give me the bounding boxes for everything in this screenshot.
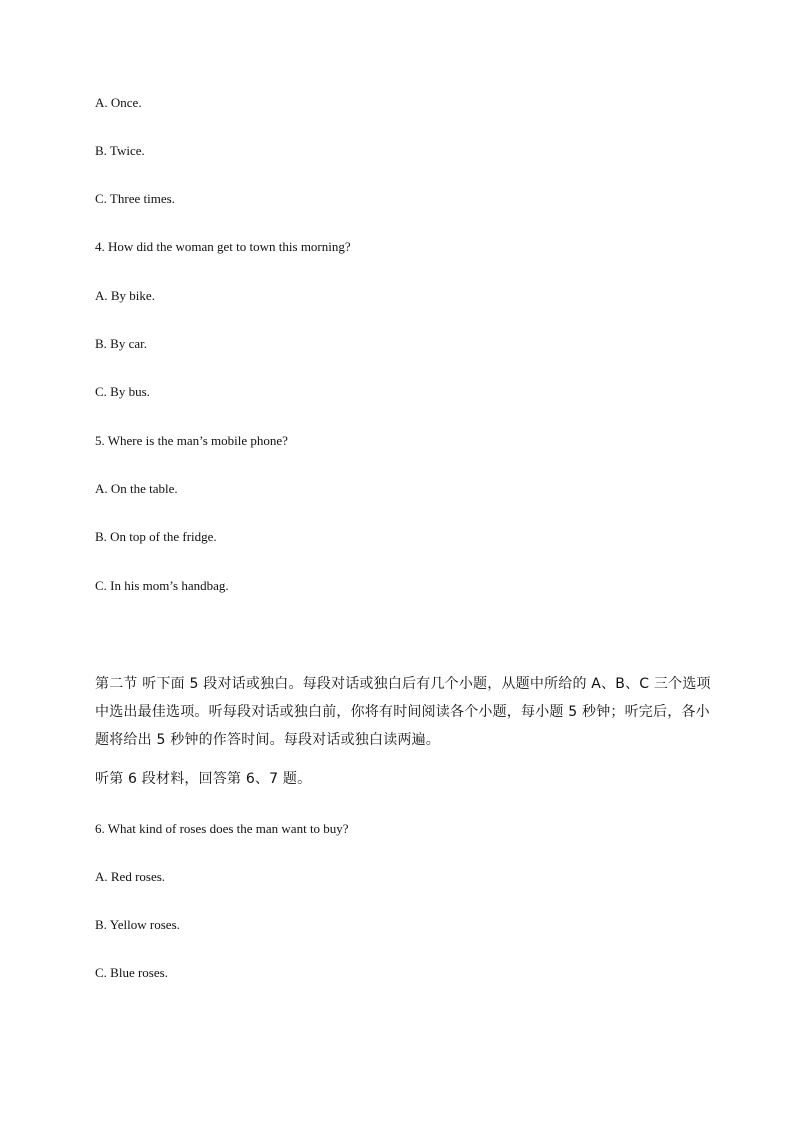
- material-note: 听第 6 段材料，回答第 6、7 题。: [95, 771, 312, 787]
- q4-question: 4. How did the woman get to town this morning?: [95, 239, 351, 254]
- q6-question: 6. What kind of roses does the man want to buy?: [95, 821, 349, 836]
- q6-option-a: A. Red roses.: [95, 869, 166, 884]
- q4-option-b: B. By car.: [95, 336, 147, 351]
- section2-instruction-line-3: 题将给出 5 秒钟的作答时间。每段对话或独白读两遍。: [95, 732, 441, 748]
- q5-question: 5. Where is the man’s mobile phone?: [95, 433, 288, 448]
- q3-option-b: B. Twice.: [95, 143, 145, 158]
- q5-option-c: C. In his mom’s handbag.: [95, 578, 229, 593]
- section2-instruction-line-1: 第二节 听下面 5 段对话或独白。每段对话或独白后有几个小题，从题中所给的 A、B、C 三个选项: [95, 676, 711, 692]
- q4-option-c: C. By bus.: [95, 384, 150, 399]
- q5-option-a: A. On the table.: [95, 481, 178, 496]
- q5-option-b: B. On top of the fridge.: [95, 529, 217, 544]
- q6-option-c: C. Blue roses.: [95, 965, 168, 980]
- q4-option-a: A. By bike.: [95, 288, 155, 303]
- q3-option-c: C. Three times.: [95, 191, 175, 206]
- section2-instruction-line-2: 中选出最佳选项。听每段对话或独白前，你将有时间阅读各个小题，每小题 5 秒钟；听完后，各小: [95, 704, 710, 720]
- q3-option-a: A. Once.: [95, 95, 142, 110]
- q6-option-b: B. Yellow roses.: [95, 917, 180, 932]
